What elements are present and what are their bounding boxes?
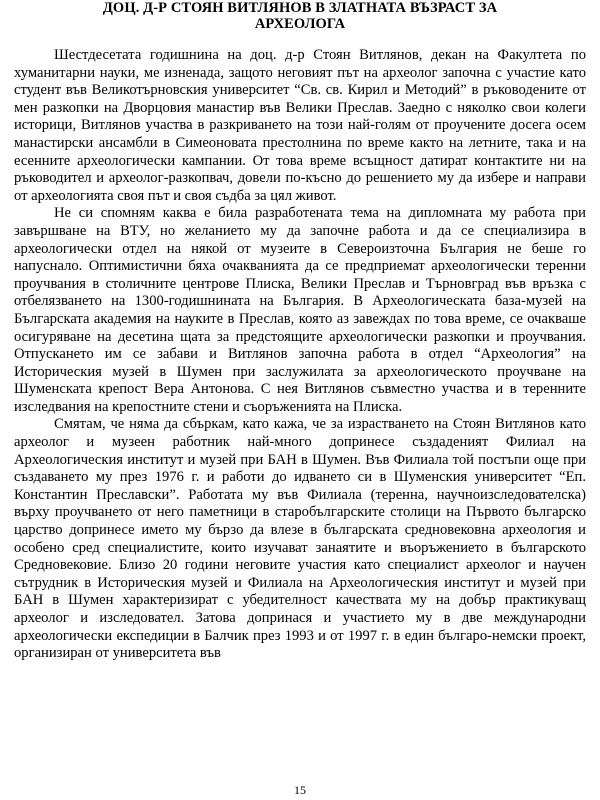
- document-title: [14, 0, 586, 32]
- paragraph-3: Смятам, че няма да сбъркам, като кажа, че за израстването на Стоян Витлянов като археолог и музеен работник най-много допринесе създаденият Филиал на Археологическия институт и музей при БАН в Шумен. Във Филиала той постъпи още при създаването му през 1976 г. и работи до идването си в Шуменския университет “Еп. Константин Преславски”. Работата му във Филиала (теренна, научноизследователска) върху проучването от него паметници в старобългарските столици на Първото българско царство допринесе името му бързо да влезе в българската средновековна археология и особено сред специалистите, които изучават занаятите и въоръжението в българското Средновековие. Близо 20 години неговите участия като специалист археолог и научен сътрудник в Историческия музей и Филиала на Археологическия институт и музей при БАН в Шумен характеризират с убедителност качествата му на добър практикуващ археолог и изследовател. Затова допринася и участието му в две международни археологически експедиции в Балчик през 1993 и от 1997 г. в един българо-немски проект, организиран от университета във: [14, 416, 586, 662]
- paragraph-1: Шестдесетата годишнина на доц. д-р Стоян Витлянов, декан на Факултета по хуманитарни науки, ме изненада, защото неговият път на археолог започна с участие като студент във Великотърновския университет “Св. св. Кирил и Методий” в ръководените от мен разкопки на Дворцовия манастир във Велики Преслав. Заедно с няколко свои колеги историци, Витлянов участва в разкриването на този най-голям от проучените досега осем манастирски ансамбли в Симеоновата престолнина по време както на летните, така и на есенните археологически кампании. От това време всъщност датират контактите ни на ръководител и археолог-разкопвач, довели по-късно до решението му да избере и направи от археологията своя път и своя съдба за цял живот.: [14, 47, 586, 204]
- paragraph-2: Не си спомням каква е била разработената тема на дипломната му работа при завършване на ВТУ, но желанието му да започне работа и да се специализира в археологически отдел на някой от музеите в Североизточна България не беше го напуснало. Оптимистични бяха очакванията да се предприемат археологически теренни проучвания в столичните центрове Плиска, Велики Преслав и Търновград във връзка с отбелязването на 1300-годишнината на България. В Археологическата база-музей на Българската академия на науките в Преслав, която аз завеждах по това време, се очакваше осигуряване на десетина щата за предстоящите археологически разкопки и проучвания. Отпускането им се забави и Витлянов започна работа в отдел “Археология” на Историческия музей в Шумен при заслужилата за археологическото проучване на Шуменската крепост Вера Антонова. С нея Витлянов съвместно участва и в теренните изследвания на крепостните стени и съоръженията на Плиска.: [14, 205, 586, 415]
- page-number: 15: [294, 783, 306, 797]
- title-line-2: АРХЕОЛОГА: [254, 16, 346, 32]
- document-body: [14, 47, 586, 663]
- document-page: [14, 0, 586, 800]
- title-line-1: ДОЦ. Д-Р СТОЯН ВИТЛЯНОВ В ЗЛАТНАТА ВЪЗРАСТ ЗА: [102, 0, 498, 16]
